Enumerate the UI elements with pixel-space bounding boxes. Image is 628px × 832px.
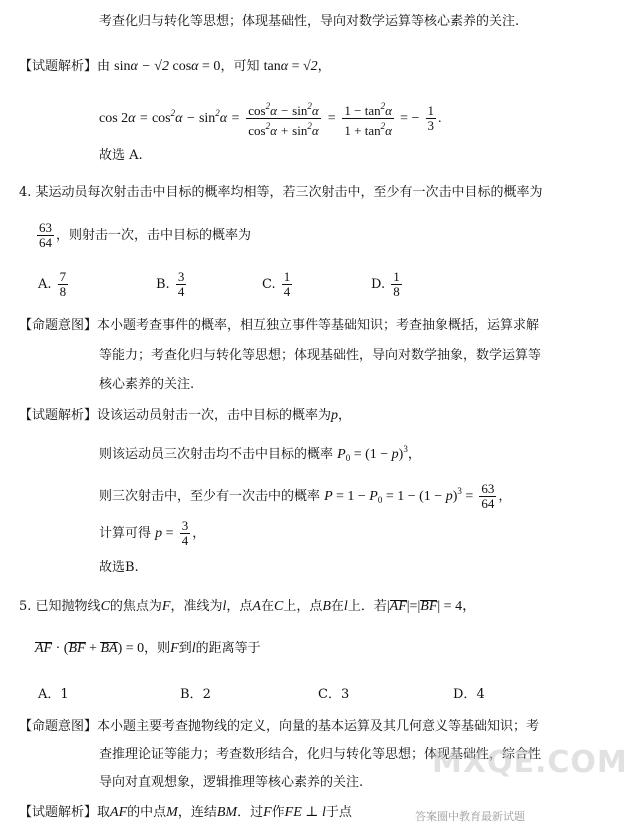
q3-continuation: 考查化归与转化等思想；体现基础性，导向对数学运算等核心素养的关注.: [99, 14, 520, 29]
q4-option-c: C. $\frac{1}{4}$: [262, 269, 291, 299]
q4-option-a: A. $\frac{7}{8}$: [38, 269, 67, 299]
q5-intent-line3: 导向对直观想象，逻辑推理等核心素养的关注.: [99, 775, 364, 790]
q3-answer: 故选 A.: [99, 148, 143, 163]
q5-analysis-line1: 【试题解析】取AF的中点M，连结BM．过F作FE ⊥ l于点: [19, 805, 352, 820]
q5-option-b: B．2: [180, 687, 211, 702]
q4-analysis-line1: 【试题解析】设该运动员射击一次，击中目标的概率为p，: [19, 408, 352, 423]
q4-stem-line1: 4. 某运动员每次射击击中目标的概率均相等，若三次射击中，至少有一次击中目标的概率为: [19, 185, 543, 200]
q5-stem-line1: 5. 已知抛物线C的焦点为F，准线为l，点A在C上，点B在l上．若|AF|=|BF| = 4，: [19, 599, 477, 614]
q5-magnitude-formula: |AF|=|BF| = 4: [386, 599, 463, 614]
intent-tag: 【命题意图】: [19, 719, 98, 734]
analysis-tag: 【试题解析】: [19, 59, 98, 74]
q4-intent-line1: 【命题意图】本小题考查事件的概率，相互独立事件等基础知识；考查抽象概括，运算求解: [19, 318, 540, 333]
q5-option-c: C．3: [318, 687, 350, 702]
q4-analysis-line3: 则三次射击中，至少有一次击中的概率 $P = 1 - P_0 = 1 - (1 - p)^3$ = $\frac{63}{64}$ ，: [99, 481, 512, 511]
q3-cos2a-formula: $\cos 2\alpha = \cos^2\alpha - \sin^2\alpha$ = $\frac{\cos^2\alpha - \sin^2\alpha}{\cos^2\alpha + \sin^2\alpha}$ = $\frac{1 - \tan^2\alpha}{1 + \tan^2\alpha}$ = − $\frac{1}{3}$ .: [99, 101, 442, 138]
intent-tag: 【命题意图】: [19, 318, 98, 333]
q4-answer: 故选B.: [99, 560, 139, 575]
q4-p0-formula: $P_0 = (1 - p)^3$: [337, 444, 408, 463]
q4-p-formula: $P = 1 - P_0 = 1 - (1 - p)^3$ =: [324, 486, 474, 505]
watermark-caption: 答案圈中教育最新试题: [415, 810, 525, 823]
q4-option-b: B. $\frac{3}{4}$: [156, 269, 185, 299]
q5-number: 5.: [19, 599, 32, 614]
q5-intent-line2: 查推理论证等能力；考查数形结合，化归与转化等思想；体现基础性，综合性: [99, 747, 542, 762]
q4-number: 4.: [19, 185, 32, 200]
q3-analysis-line: 【试题解析】由 sinα − √2 cosα = 0，可知 tanα = √2，: [19, 59, 331, 74]
q5-intent-line1: 【命题意图】本小题主要考查抛物线的定义，向量的基本运算及其几何意义等基础知识；考: [19, 719, 540, 734]
analysis-tag: 【试题解析】: [19, 408, 98, 423]
q4-intent-line2: 等能力；考查化归与转化等思想；体现基础性，导向对数学抽象，数学运算等: [99, 348, 542, 363]
q5-dot-product-formula: AF · (BF + BA) = 0: [35, 641, 145, 656]
q3-tan-formula: tanα = √2: [263, 59, 318, 74]
q3-condition-formula: sinα − √2 cosα = 0: [114, 59, 221, 74]
q5-option-d: D．4: [453, 687, 485, 702]
q4-analysis-line2: 则该运动员三次射击均不击中目标的概率 $P_0 = (1 - p)^3$，: [99, 444, 421, 463]
q5-stem-line2: AF · (BF + BA) = 0，则F到l的距离等于: [35, 641, 261, 656]
q4-analysis-line4: 计算可得 p = $\frac{3}{4}$ ，: [99, 518, 206, 548]
watermark-logo: MXQE.COM: [432, 745, 628, 780]
q4-option-d: D. $\frac{1}{8}$: [371, 269, 400, 299]
q4-intent-line3: 核心素养的关注.: [99, 377, 195, 392]
analysis-tag: 【试题解析】: [19, 805, 98, 820]
q5-option-a: A．1: [38, 687, 69, 702]
q4-stem-line2: $\frac{63}{64}$ ，则射击一次，击中目标的概率为: [39, 220, 252, 250]
